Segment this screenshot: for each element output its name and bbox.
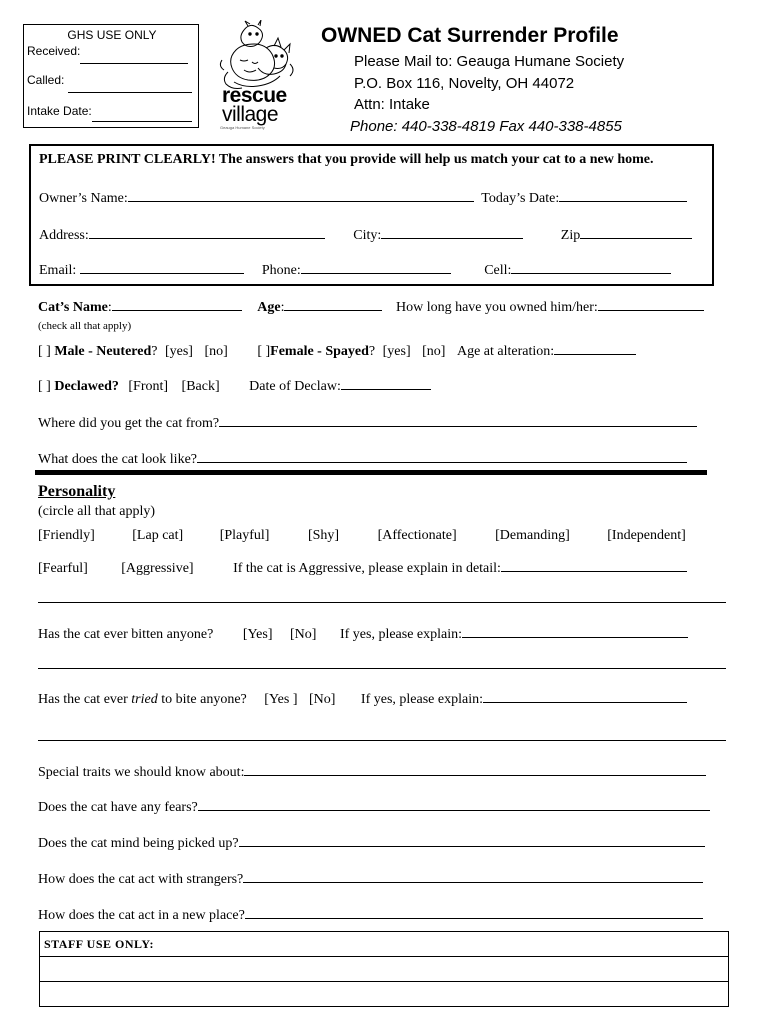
attn-line: Attn: Intake [354,96,430,113]
cats-name-field[interactable] [112,296,242,311]
staff-use-only-box [39,931,729,1007]
picked-up-label: Does the cat mind being picked up? [38,836,239,851]
logo-rescue-text: rescue [222,84,287,107]
female-spayed-no[interactable]: [no] [422,344,446,359]
male-neutered-label: Male - Neutered [54,344,152,359]
female-spayed-q: ? [368,344,376,359]
intake-date-field[interactable] [92,121,192,122]
city-label: City: [353,228,382,243]
date-of-declaw-label: Date of Declaw: [249,379,341,394]
logo-tagline: Geauga Humane Society [220,125,265,130]
tried-bite-no[interactable]: [No] [308,692,336,707]
bitten-explain-label: If yes, please explain: [339,627,463,642]
phone-field[interactable] [301,259,451,274]
trait-shy[interactable]: [Shy] [307,528,340,543]
rescue-village-logo [214,20,300,130]
age-field[interactable] [284,296,382,311]
special-traits-label: Special traits we should know about: [38,765,245,780]
look-like-field[interactable] [197,448,687,463]
phone-fax-line: Phone: 440-338-4819 Fax 440-338-4855 [350,118,622,135]
received-field[interactable] [80,63,188,64]
cats-name-label: Cat’s Name [38,300,108,315]
age-label: Age [257,300,281,315]
personality-heading: Personality [38,483,116,500]
declawed-front[interactable]: [Front] [128,379,169,394]
page-title: OWNED Cat Surrender Profile [321,24,619,47]
special-traits-field[interactable] [244,761,706,776]
fears-label: Does the cat have any fears? [38,800,198,815]
owner-info-box [29,144,714,286]
trait-aggressive[interactable]: [Aggressive] [121,561,194,576]
age-at-alteration-label: Age at alteration: [456,344,555,359]
where-from-field[interactable] [219,412,697,427]
declawed-label: Declawed? [54,379,119,394]
address-field[interactable] [89,224,325,239]
picked-up-field[interactable] [239,832,705,847]
female-spayed-checkbox[interactable]: [ ] [257,344,271,359]
bitten-question: Has the cat ever bitten anyone? [38,627,214,642]
circle-all-note: (circle all that apply) [38,504,155,519]
city-field[interactable] [381,224,523,239]
female-spayed-yes[interactable]: [yes] [382,344,411,359]
tried-bite-explain-field[interactable] [483,688,687,703]
tried-bite-explain-line-2[interactable] [38,740,726,741]
email-field[interactable] [80,259,244,274]
look-like-label: What does the cat look like? [38,452,197,467]
strangers-label: How does the cat act with strangers? [38,872,244,887]
declawed-checkbox[interactable]: [ ] [38,379,51,394]
phone-label: Phone: [261,263,301,278]
address-label: Address: [39,228,89,243]
bitten-yes[interactable]: [Yes] [242,627,273,642]
trait-demanding[interactable]: [Demanding] [495,528,570,543]
zip-label: Zip [560,228,581,243]
check-all-note: (check all that apply) [38,320,132,332]
tried-bite-question-pre: Has the cat ever [38,692,128,707]
new-place-field[interactable] [245,904,703,919]
print-clearly-instruction: PLEASE PRINT CLEARLY! The answers that you provide will help us match your cat to a new home. [39,152,654,167]
date-of-declaw-field[interactable] [341,375,431,390]
trait-friendly[interactable]: [Friendly] [38,528,95,543]
ghs-use-only-box [23,24,199,128]
where-from-label: Where did you get the cat from? [38,416,220,431]
trait-lap-cat[interactable]: [Lap cat] [132,528,184,543]
female-spayed-label: Female - Spayed [270,344,369,359]
owned-how-long-label: How long have you owned him/her: [395,300,598,315]
po-box-line: P.O. Box 116, Novelty, OH 44072 [354,75,575,92]
bitten-no[interactable]: [No] [290,627,317,642]
cell-label: Cell: [484,263,512,278]
intake-date-label: Intake Date: [27,104,92,118]
male-neutered-no[interactable]: [no] [204,344,228,359]
trait-affectionate[interactable]: [Affectionate] [377,528,457,543]
fears-field[interactable] [198,796,710,811]
cat-dog-illustration-icon [214,20,300,92]
tried-bite-explain-label: If yes, please explain: [360,692,483,707]
tried-bite-yes[interactable]: [Yes ] [264,692,298,707]
cell-field[interactable] [511,259,671,274]
tried-bite-question-post: to bite anyone? [161,692,247,707]
male-neutered-checkbox[interactable]: [ ] [38,344,51,359]
todays-date-field[interactable] [559,187,687,202]
tried-word: tried [131,692,158,707]
traits-row-1 [38,528,686,544]
strangers-field[interactable] [243,868,703,883]
trait-playful[interactable]: [Playful] [219,528,270,543]
male-neutered-yes[interactable]: [yes] [164,344,193,359]
owners-name-label: Owner’s Name: [39,191,128,206]
section-divider [35,470,707,475]
age-colon: : [280,300,285,315]
owners-name-field[interactable] [128,187,474,202]
new-place-label: How does the cat act in a new place? [38,908,245,923]
called-field[interactable] [68,92,192,93]
trait-fearful[interactable]: [Fearful] [38,561,88,576]
aggressive-explain-line-2[interactable] [38,602,726,603]
staff-row-divider-2 [40,981,728,982]
received-label: Received: [27,44,81,58]
staff-row-divider-1 [40,956,728,957]
declawed-back[interactable]: [Back] [181,379,220,394]
email-label: Email: [39,263,77,278]
todays-date-label: Today’s Date: [481,191,560,206]
staff-use-only-label: STAFF USE ONLY: [44,937,154,951]
trait-independent[interactable]: [Independent] [607,528,686,543]
aggressive-explain-field[interactable] [501,557,687,572]
bitten-explain-line-2[interactable] [38,668,726,669]
logo-village-text: village [222,103,279,126]
owned-how-long-field[interactable] [598,296,704,311]
called-label: Called: [27,73,65,87]
male-neutered-q: ? [151,344,158,359]
mail-to-line: Please Mail to: Geauga Humane Society [354,53,625,70]
cats-name-colon: : [107,300,112,315]
aggressive-explain-label: If the cat is Aggressive, please explain in detail: [233,561,501,576]
age-at-alteration-field[interactable] [554,340,636,355]
bitten-explain-field[interactable] [462,623,688,638]
ghs-box-title: GHS USE ONLY [67,28,157,42]
zip-field[interactable] [580,224,692,239]
